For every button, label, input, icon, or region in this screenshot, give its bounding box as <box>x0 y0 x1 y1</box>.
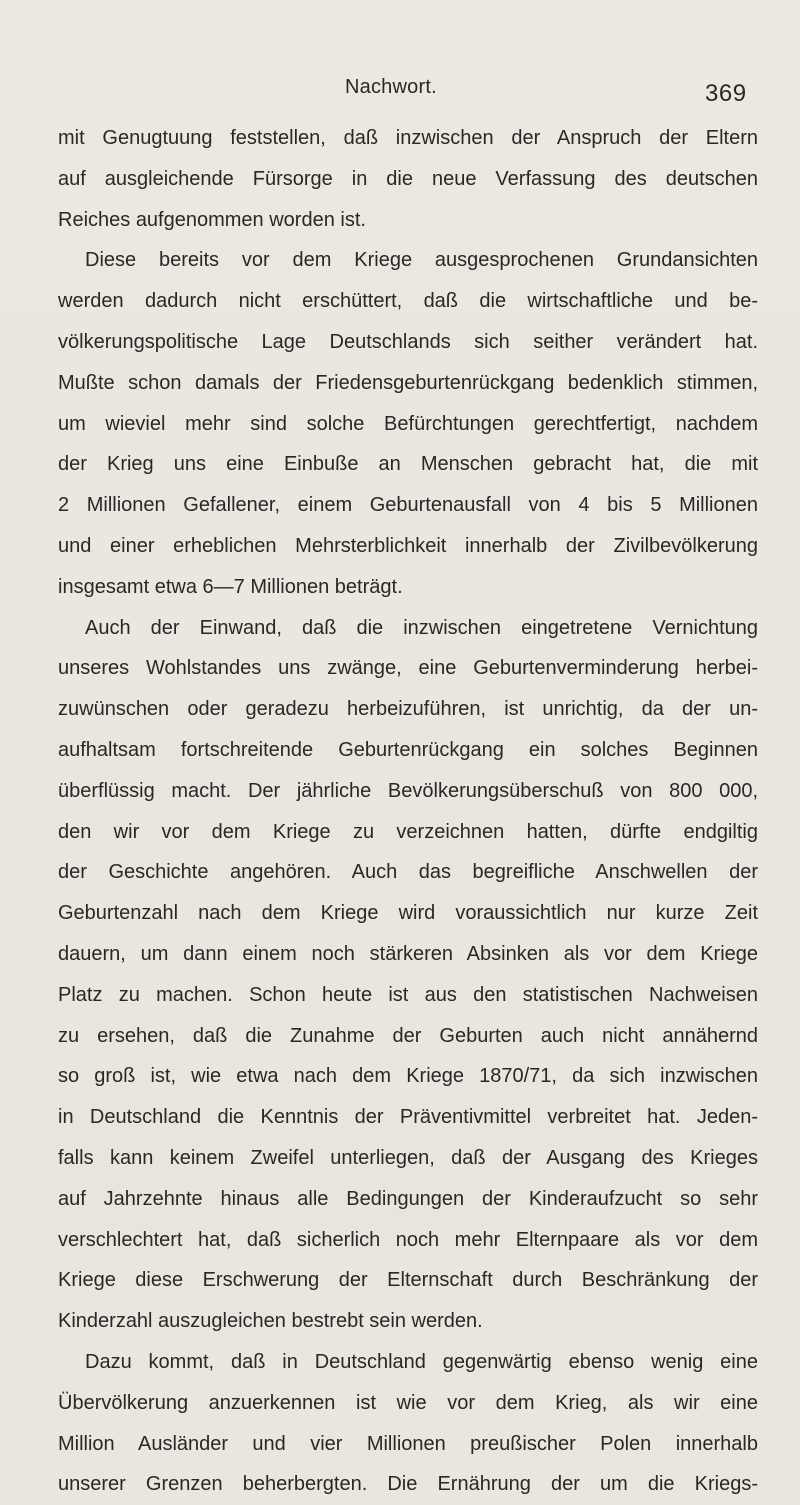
text-line: in Deutschland die Kenntnis der Präventivmittel verbreitet hat. Jeden- <box>58 1106 758 1129</box>
text-line: völkerungspolitische Lage Deutschlands sich seither verändert hat. <box>58 330 758 353</box>
page-header <box>0 70 800 110</box>
text-line: Dazu kommt, daß in Deutschland gegenwärtig ebenso wenig eine <box>85 1350 758 1373</box>
text-line: aufhaltsam fortschreitende Geburtenrückgang ein solches Beginnen <box>58 738 758 761</box>
text-line: Diese bereits vor dem Kriege ausgesprochenen Grundansichten <box>85 249 758 272</box>
text-line: dauern, um dann einem noch stärkeren Absinken als vor dem Kriege <box>58 942 758 965</box>
text-line: verschlechtert hat, daß sicherlich noch mehr Elternpaare als vor dem <box>58 1228 758 1251</box>
text-line: unseres Wohlstandes uns zwänge, eine Geburtenverminderung herbei- <box>58 657 758 680</box>
text-line: Kinderzahl auszugleichen bestrebt sein werden. <box>58 1310 483 1333</box>
text-line: Geburtenzahl nach dem Kriege wird voraussichtlich nur kurze Zeit <box>58 902 758 925</box>
text-line: Auch der Einwand, daß die inzwischen eingetretene Vernichtung <box>85 616 758 639</box>
text-line: werden dadurch nicht erschüttert, daß die wirtschaftliche und be- <box>58 290 758 313</box>
page-number: 369 <box>705 80 747 107</box>
text-line: um wieviel mehr sind solche Befürchtungen gerechtfertigt, nachdem <box>58 412 758 435</box>
text-line: den wir vor dem Kriege zu verzeichnen hatten, dürfte endgiltig <box>58 820 758 843</box>
text-line: der Krieg uns eine Einbuße an Menschen gebracht hat, die mit <box>58 453 758 476</box>
text-line: zu ersehen, daß die Zunahme der Geburten auch nicht annähernd <box>58 1024 758 1047</box>
text-line: zuwünschen oder geradezu herbeizuführen, ist unrichtig, da der un- <box>58 698 758 721</box>
text-line: und einer erheblichen Mehrsterblichkeit innerhalb der Zivilbevölkerung <box>58 534 758 557</box>
text-line: auf ausgleichende Fürsorge in die neue Verfassung des deutschen <box>58 167 758 190</box>
text-line: überflüssig macht. Der jährliche Bevölkerungsüberschuß von 800 000, <box>58 779 758 802</box>
body-text <box>58 118 758 1505</box>
text-line: Übervölkerung anzuerkennen ist wie vor dem Krieg, als wir eine <box>58 1391 758 1414</box>
text-line: auf Jahrzehnte hinaus alle Bedingungen der Kinderaufzucht so sehr <box>58 1187 758 1210</box>
text-line: Kriege diese Erschwerung der Elternschaft durch Beschränkung der <box>58 1269 758 1292</box>
text-line: Million Ausländer und vier Millionen preußischer Polen innerhalb <box>58 1432 758 1455</box>
text-line: Platz zu machen. Schon heute ist aus den statistischen Nachweisen <box>58 983 758 1006</box>
text-line: unserer Grenzen beherbergten. Die Ernährung der um die Kriegs- <box>58 1473 758 1496</box>
text-line: falls kann keinem Zweifel unterliegen, daß der Ausgang des Krieges <box>58 1146 758 1169</box>
text-line: Reiches aufgenommen worden ist. <box>58 208 366 231</box>
text-line: Mußte schon damals der Friedensgeburtenrückgang bedenklich stimmen, <box>58 371 758 394</box>
running-head: Nachwort. <box>345 76 437 98</box>
text-line: so groß ist, wie etwa nach dem Kriege 1870/71, da sich inzwischen <box>58 1065 758 1088</box>
text-line: mit Genugtuung feststellen, daß inzwischen der Anspruch der Eltern <box>58 127 758 149</box>
text-line: der Geschichte angehören. Auch das begreifliche Anschwellen der <box>58 861 758 884</box>
text-line: 2 Millionen Gefallener, einem Geburtenausfall von 4 bis 5 Millionen <box>58 494 758 517</box>
text-line: insgesamt etwa 6—7 Millionen beträgt. <box>58 575 403 598</box>
